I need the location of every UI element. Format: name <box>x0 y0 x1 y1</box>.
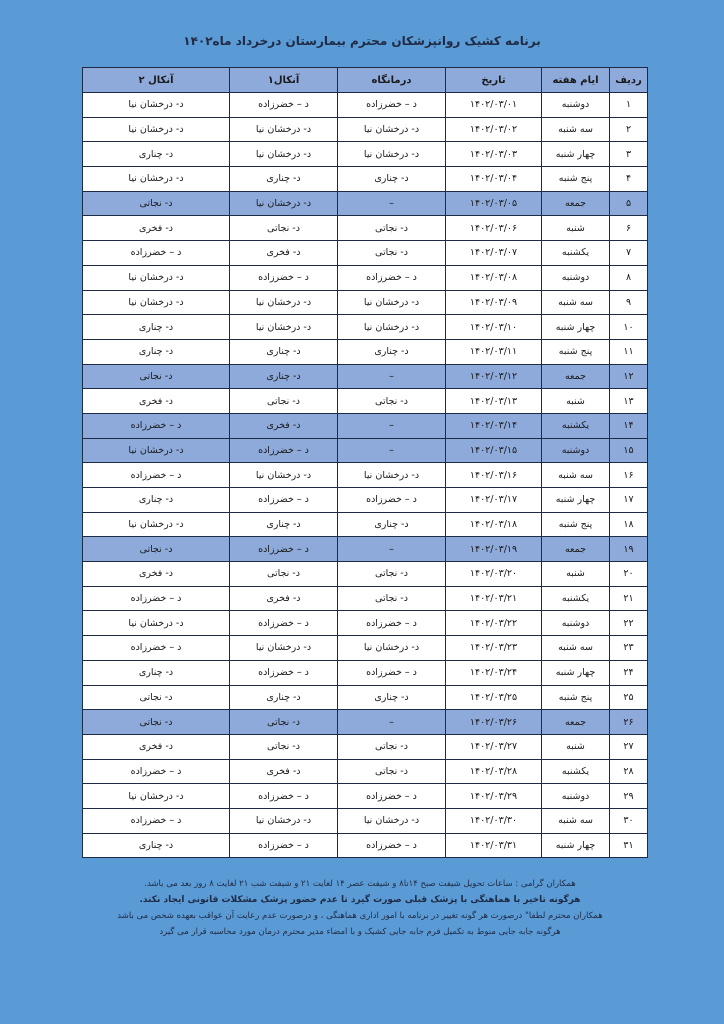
table-row <box>83 660 648 685</box>
header-day: ایام هفته <box>542 68 610 93</box>
cell-oncall2: د- درخشان نیا <box>83 93 230 118</box>
cell-date: ۱۴۰۲/۰۳/۱۷ <box>446 488 542 513</box>
cell-oncall2: د- نجاتی <box>83 191 230 216</box>
cell-oncall2: د- فخری <box>83 389 230 414</box>
cell-oncall1: د- فخری <box>230 759 338 784</box>
cell-date: ۱۴۰۲/۰۳/۲۹ <box>446 784 542 809</box>
cell-idx: ۱ <box>610 93 648 118</box>
table-row <box>83 463 648 488</box>
cell-day: دوشنبه <box>542 438 610 463</box>
cell-oncall1: د- چناری <box>230 685 338 710</box>
cell-oncall1: د- درخشان نیا <box>230 808 338 833</box>
cell-oncall1: د- نجاتی <box>230 216 338 241</box>
cell-clinic: – <box>338 710 446 735</box>
cell-day: سه شنبه <box>542 290 610 315</box>
cell-idx: ۶ <box>610 216 648 241</box>
cell-idx: ۷ <box>610 241 648 266</box>
cell-clinic: د- نجاتی <box>338 389 446 414</box>
header-date: تاریخ <box>446 68 542 93</box>
cell-oncall2: د- چناری <box>83 315 230 340</box>
cell-date: ۱۴۰۲/۰۳/۰۳ <box>446 142 542 167</box>
cell-oncall1: د – خضرزاده <box>230 611 338 636</box>
cell-oncall1: د- چناری <box>230 167 338 192</box>
cell-oncall1: د – خضرزاده <box>230 537 338 562</box>
cell-oncall1: د – خضرزاده <box>230 93 338 118</box>
cell-idx: ۲۴ <box>610 660 648 685</box>
cell-clinic: د- نجاتی <box>338 586 446 611</box>
table-row <box>83 710 648 735</box>
cell-day: دوشنبه <box>542 784 610 809</box>
cell-oncall2: د – خضرزاده <box>83 759 230 784</box>
cell-oncall1: د- چناری <box>230 364 338 389</box>
cell-oncall1: د- درخشان نیا <box>230 290 338 315</box>
cell-idx: ۲۱ <box>610 586 648 611</box>
cell-idx: ۲۹ <box>610 784 648 809</box>
cell-idx: ۲۵ <box>610 685 648 710</box>
cell-idx: ۲۶ <box>610 710 648 735</box>
table-row <box>83 339 648 364</box>
cell-day: چهار شنبه <box>542 142 610 167</box>
cell-oncall1: د- درخشان نیا <box>230 117 338 142</box>
cell-date: ۱۴۰۲/۰۳/۲۲ <box>446 611 542 636</box>
cell-oncall2: د- چناری <box>83 833 230 858</box>
cell-idx: ۱۴ <box>610 413 648 438</box>
cell-idx: ۲۲ <box>610 611 648 636</box>
cell-clinic: د- درخشان نیا <box>338 117 446 142</box>
cell-clinic: د- درخشان نیا <box>338 463 446 488</box>
cell-clinic: د – خضرزاده <box>338 784 446 809</box>
cell-oncall2: د- درخشان نیا <box>83 265 230 290</box>
table-row <box>83 290 648 315</box>
table-row <box>83 784 648 809</box>
cell-day: شنبه <box>542 216 610 241</box>
cell-date: ۱۴۰۲/۰۳/۰۲ <box>446 117 542 142</box>
cell-day: جمعه <box>542 537 610 562</box>
table-row <box>83 315 648 340</box>
note-line-2: هرگونه تاخیر با هماهنگی با پزشک قبلی صورت گیرد تا عدم حضور پزشک مشکلات قانونی ایجاد نکند. <box>139 895 581 905</box>
cell-clinic: د – خضرزاده <box>338 265 446 290</box>
cell-idx: ۱۸ <box>610 512 648 537</box>
cell-date: ۱۴۰۲/۰۳/۱۶ <box>446 463 542 488</box>
cell-clinic: د- درخشان نیا <box>338 636 446 661</box>
cell-oncall2: د- چناری <box>83 488 230 513</box>
cell-date: ۱۴۰۲/۰۳/۲۶ <box>446 710 542 735</box>
table-row <box>83 512 648 537</box>
cell-day: یکشنبه <box>542 241 610 266</box>
header-row <box>83 68 648 93</box>
table-row <box>83 537 648 562</box>
table-row <box>83 759 648 784</box>
table-row <box>83 734 648 759</box>
cell-day: دوشنبه <box>542 611 610 636</box>
header-idx: ردیف <box>610 68 648 93</box>
header-oncall1: آنکال۱ <box>230 68 338 93</box>
cell-clinic: – <box>338 413 446 438</box>
cell-clinic: د- نجاتی <box>338 759 446 784</box>
cell-clinic: د- نجاتی <box>338 216 446 241</box>
cell-oncall2: د- نجاتی <box>83 364 230 389</box>
note-line-4: هرگونه جابه جایی منوط به تکمیل فرم جابه جایی کشیک و با امضاء مدیر محترم درمان مورد محاسبه قرار می گیرد <box>159 927 561 937</box>
table-row <box>83 216 648 241</box>
table-row <box>83 389 648 414</box>
header-oncall2: آنکال ۲ <box>83 68 230 93</box>
table-row <box>83 636 648 661</box>
cell-idx: ۱۱ <box>610 339 648 364</box>
notes <box>90 876 630 940</box>
cell-oncall2: د- درخشان نیا <box>83 438 230 463</box>
cell-oncall1: د- درخشان نیا <box>230 463 338 488</box>
cell-oncall2: د- نجاتی <box>83 685 230 710</box>
table-row <box>83 586 648 611</box>
cell-date: ۱۴۰۲/۰۳/۲۸ <box>446 759 542 784</box>
cell-idx: ۱۹ <box>610 537 648 562</box>
cell-day: شنبه <box>542 734 610 759</box>
cell-clinic: – <box>338 364 446 389</box>
cell-idx: ۹ <box>610 290 648 315</box>
table-row <box>83 117 648 142</box>
table-row <box>83 438 648 463</box>
header-clinic: درمانگاه <box>338 68 446 93</box>
table-row <box>83 142 648 167</box>
page-title: برنامه کشیک روانپزشکان محترم بیمارستان درخرداد ماه۱۴۰۲ <box>183 34 541 48</box>
cell-clinic: د- نجاتی <box>338 241 446 266</box>
cell-oncall2: د- درخشان نیا <box>83 290 230 315</box>
cell-day: پنج شنبه <box>542 167 610 192</box>
cell-idx: ۲۷ <box>610 734 648 759</box>
cell-date: ۱۴۰۲/۰۳/۲۵ <box>446 685 542 710</box>
cell-idx: ۵ <box>610 191 648 216</box>
cell-idx: ۲۳ <box>610 636 648 661</box>
cell-date: ۱۴۰۲/۰۳/۲۰ <box>446 562 542 587</box>
cell-oncall2: د- چناری <box>83 339 230 364</box>
cell-oncall2: د- چناری <box>83 660 230 685</box>
cell-oncall1: د- نجاتی <box>230 734 338 759</box>
cell-date: ۱۴۰۲/۰۳/۰۵ <box>446 191 542 216</box>
cell-clinic: – <box>338 191 446 216</box>
cell-day: چهار شنبه <box>542 488 610 513</box>
cell-day: سه شنبه <box>542 808 610 833</box>
table-row <box>83 808 648 833</box>
cell-oncall2: د- نجاتی <box>83 710 230 735</box>
cell-day: جمعه <box>542 710 610 735</box>
table-row <box>83 241 648 266</box>
cell-day: دوشنبه <box>542 93 610 118</box>
cell-oncall2: د- فخری <box>83 562 230 587</box>
cell-day: پنج شنبه <box>542 339 610 364</box>
cell-day: دوشنبه <box>542 265 610 290</box>
cell-day: سه شنبه <box>542 117 610 142</box>
cell-date: ۱۴۰۲/۰۳/۰۱ <box>446 93 542 118</box>
cell-oncall2: د – خضرزاده <box>83 241 230 266</box>
cell-oncall1: د- درخشان نیا <box>230 315 338 340</box>
cell-oncall1: د – خضرزاده <box>230 660 338 685</box>
cell-oncall1: د- چناری <box>230 339 338 364</box>
cell-idx: ۴ <box>610 167 648 192</box>
cell-date: ۱۴۰۲/۰۳/۱۰ <box>446 315 542 340</box>
cell-oncall1: د- فخری <box>230 413 338 438</box>
cell-clinic: د- چناری <box>338 167 446 192</box>
cell-idx: ۱۵ <box>610 438 648 463</box>
cell-oncall1: د- چناری <box>230 512 338 537</box>
cell-day: شنبه <box>542 389 610 414</box>
cell-date: ۱۴۰۲/۰۳/۱۵ <box>446 438 542 463</box>
cell-oncall2: د- فخری <box>83 734 230 759</box>
table-row <box>83 488 648 513</box>
cell-date: ۱۴۰۲/۰۳/۱۴ <box>446 413 542 438</box>
cell-oncall1: د – خضرزاده <box>230 488 338 513</box>
table-row <box>83 562 648 587</box>
cell-day: سه شنبه <box>542 463 610 488</box>
cell-clinic: د – خضرزاده <box>338 611 446 636</box>
cell-date: ۱۴۰۲/۰۳/۲۴ <box>446 660 542 685</box>
cell-oncall2: د- نجاتی <box>83 537 230 562</box>
cell-oncall1: د- نجاتی <box>230 389 338 414</box>
cell-date: ۱۴۰۲/۰۳/۰۷ <box>446 241 542 266</box>
cell-oncall2: د- درخشان نیا <box>83 167 230 192</box>
cell-date: ۱۴۰۲/۰۳/۱۲ <box>446 364 542 389</box>
cell-idx: ۱۷ <box>610 488 648 513</box>
cell-day: یکشنبه <box>542 413 610 438</box>
cell-day: یکشنبه <box>542 586 610 611</box>
cell-clinic: د- درخشان نیا <box>338 808 446 833</box>
cell-idx: ۳ <box>610 142 648 167</box>
cell-idx: ۳۱ <box>610 833 648 858</box>
cell-oncall1: د – خضرزاده <box>230 833 338 858</box>
cell-clinic: د- چناری <box>338 685 446 710</box>
cell-day: چهار شنبه <box>542 833 610 858</box>
cell-oncall2: د- درخشان نیا <box>83 611 230 636</box>
cell-oncall1: د- فخری <box>230 241 338 266</box>
cell-oncall2: د – خضرزاده <box>83 413 230 438</box>
cell-clinic: د- درخشان نیا <box>338 315 446 340</box>
cell-idx: ۱۰ <box>610 315 648 340</box>
note-line-3: همکاران محترم لطفا" درصورت هر گونه تغییر در برنامه با امور اداری هماهنگی ، و درصورت عدم رعایت آن عواقب بعهده شخص می باشد <box>117 911 603 921</box>
cell-oncall2: د- فخری <box>83 216 230 241</box>
cell-oncall1: د- درخشان نیا <box>230 142 338 167</box>
cell-date: ۱۴۰۲/۰۳/۱۳ <box>446 389 542 414</box>
cell-day: پنج شنبه <box>542 512 610 537</box>
cell-date: ۱۴۰۲/۰۳/۰۶ <box>446 216 542 241</box>
cell-day: چهار شنبه <box>542 660 610 685</box>
cell-clinic: د – خضرزاده <box>338 488 446 513</box>
cell-oncall1: د- نجاتی <box>230 710 338 735</box>
cell-date: ۱۴۰۲/۰۳/۳۱ <box>446 833 542 858</box>
cell-date: ۱۴۰۲/۰۳/۳۰ <box>446 808 542 833</box>
cell-oncall1: د- درخشان نیا <box>230 191 338 216</box>
cell-day: سه شنبه <box>542 636 610 661</box>
table-row <box>83 364 648 389</box>
cell-idx: ۸ <box>610 265 648 290</box>
cell-clinic: د- درخشان نیا <box>338 142 446 167</box>
cell-day: شنبه <box>542 562 610 587</box>
table-row <box>83 93 648 118</box>
cell-oncall2: د- درخشان نیا <box>83 512 230 537</box>
cell-idx: ۲۰ <box>610 562 648 587</box>
note-line-1: همکاران گرامی : ساعات تحویل شیفت صبح ۱۴تا۸ و شیفت عصر ۱۴ لغایت ۲۱ و شیفت شب ۲۱ لغایت ۸ روز بعد می باشد. <box>144 879 576 889</box>
table-row <box>83 611 648 636</box>
cell-clinic: د- درخشان نیا <box>338 290 446 315</box>
cell-day: پنج شنبه <box>542 685 610 710</box>
cell-date: ۱۴۰۲/۰۳/۲۱ <box>446 586 542 611</box>
cell-clinic: د- نجاتی <box>338 562 446 587</box>
cell-oncall1: د – خضرزاده <box>230 784 338 809</box>
cell-idx: ۲ <box>610 117 648 142</box>
cell-clinic: د- چناری <box>338 339 446 364</box>
cell-date: ۱۴۰۲/۰۳/۱۹ <box>446 537 542 562</box>
cell-clinic: د- نجاتی <box>338 734 446 759</box>
cell-day: چهار شنبه <box>542 315 610 340</box>
cell-date: ۱۴۰۲/۰۳/۲۳ <box>446 636 542 661</box>
cell-oncall2: د – خضرزاده <box>83 463 230 488</box>
cell-clinic: – <box>338 438 446 463</box>
cell-idx: ۳۰ <box>610 808 648 833</box>
cell-oncall1: د- درخشان نیا <box>230 636 338 661</box>
cell-day: یکشنبه <box>542 759 610 784</box>
table-row <box>83 167 648 192</box>
table-row <box>83 685 648 710</box>
cell-clinic: د – خضرزاده <box>338 660 446 685</box>
cell-oncall2: د- چناری <box>83 142 230 167</box>
cell-date: ۱۴۰۲/۰۳/۰۸ <box>446 265 542 290</box>
cell-oncall2: د – خضرزاده <box>83 586 230 611</box>
cell-date: ۱۴۰۲/۰۳/۲۷ <box>446 734 542 759</box>
cell-idx: ۱۳ <box>610 389 648 414</box>
cell-clinic: د – خضرزاده <box>338 93 446 118</box>
cell-clinic: د – خضرزاده <box>338 833 446 858</box>
cell-oncall2: د- درخشان نیا <box>83 784 230 809</box>
cell-idx: ۲۸ <box>610 759 648 784</box>
cell-clinic: – <box>338 537 446 562</box>
cell-date: ۱۴۰۲/۰۳/۰۴ <box>446 167 542 192</box>
cell-oncall2: د- درخشان نیا <box>83 117 230 142</box>
table-row <box>83 265 648 290</box>
cell-oncall2: د – خضرزاده <box>83 636 230 661</box>
table-row <box>83 191 648 216</box>
cell-oncall1: د – خضرزاده <box>230 265 338 290</box>
cell-day: جمعه <box>542 191 610 216</box>
table-row <box>83 833 648 858</box>
cell-clinic: د- چناری <box>338 512 446 537</box>
cell-oncall1: د – خضرزاده <box>230 438 338 463</box>
cell-oncall1: د- فخری <box>230 586 338 611</box>
cell-idx: ۱۶ <box>610 463 648 488</box>
cell-oncall1: د- نجاتی <box>230 562 338 587</box>
cell-date: ۱۴۰۲/۰۳/۱۸ <box>446 512 542 537</box>
table-row <box>83 413 648 438</box>
cell-date: ۱۴۰۲/۰۳/۰۹ <box>446 290 542 315</box>
cell-idx: ۱۲ <box>610 364 648 389</box>
cell-oncall2: د – خضرزاده <box>83 808 230 833</box>
schedule-table <box>82 67 648 858</box>
cell-date: ۱۴۰۲/۰۳/۱۱ <box>446 339 542 364</box>
cell-day: جمعه <box>542 364 610 389</box>
